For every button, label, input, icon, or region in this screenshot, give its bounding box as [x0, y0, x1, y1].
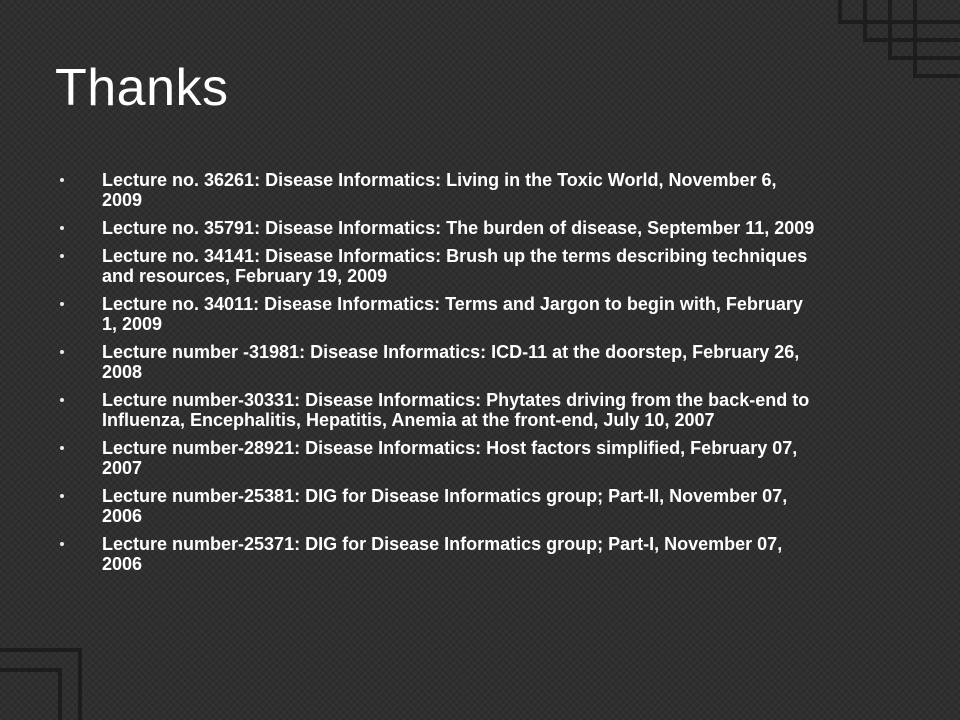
list-item-text: Lecture number-25381: DIG for Disease Informatics group; Part-II, November 07, 2006: [102, 486, 788, 526]
deco-square-inner: [890, 0, 960, 58]
list-item-text: Lecture no. 35791: Disease Informatics: The burden of disease, September 11, 2009: [102, 218, 815, 238]
list-item: [60, 342, 820, 382]
bullet-icon: [60, 542, 64, 546]
list-item: [60, 486, 820, 526]
bullet-icon: [60, 350, 64, 354]
list-item: [60, 438, 820, 478]
list-item: [60, 294, 820, 334]
bullet-icon: [60, 254, 64, 258]
list-item: [60, 390, 820, 430]
list-item: [60, 246, 820, 286]
bullet-icon: [60, 178, 64, 182]
deco-bl-outer: [0, 650, 80, 720]
deco-bl-inner: [0, 670, 60, 720]
bullet-icon: [60, 226, 64, 230]
list-item: [60, 170, 820, 210]
list-item-text: Lecture number-28921: Disease Informatics: Host factors simplified, February 07, 2007: [102, 438, 798, 478]
list-item-text: Lecture no. 34011: Disease Informatics: Terms and Jargon to begin with, February 1, 2009: [102, 294, 803, 334]
list-item-text: Lecture number-25371: DIG for Disease Informatics group; Part-I, November 07, 2006: [102, 534, 783, 574]
deco-square-outer: [840, 0, 960, 22]
list-item: [60, 218, 820, 238]
bullet-icon: [60, 446, 64, 450]
bullet-icon: [60, 494, 64, 498]
list-item-text: Lecture number-30331: Disease Informatics: Phytates driving from the back-end to Influenza, Encephalitis, Hepatitis, Anemia at the front-end, July 10, 2007: [102, 390, 810, 430]
bullet-icon: [60, 302, 64, 306]
slide-title: Thanks: [55, 59, 229, 117]
list-item-text: Lecture no. 34141: Disease Informatics: Brush up the terms describing techniques and resources, February 19, 2009: [102, 246, 808, 286]
list-item-text: Lecture number -31981: Disease Informatics: ICD-11 at the doorstep, February 26, 2008: [102, 342, 800, 382]
list-item: [60, 534, 820, 574]
list-item-text: Lecture no. 36261: Disease Informatics: Living in the Toxic World, November 6, 2009: [102, 170, 777, 210]
bullet-icon: [60, 398, 64, 402]
lecture-list: [60, 170, 820, 582]
